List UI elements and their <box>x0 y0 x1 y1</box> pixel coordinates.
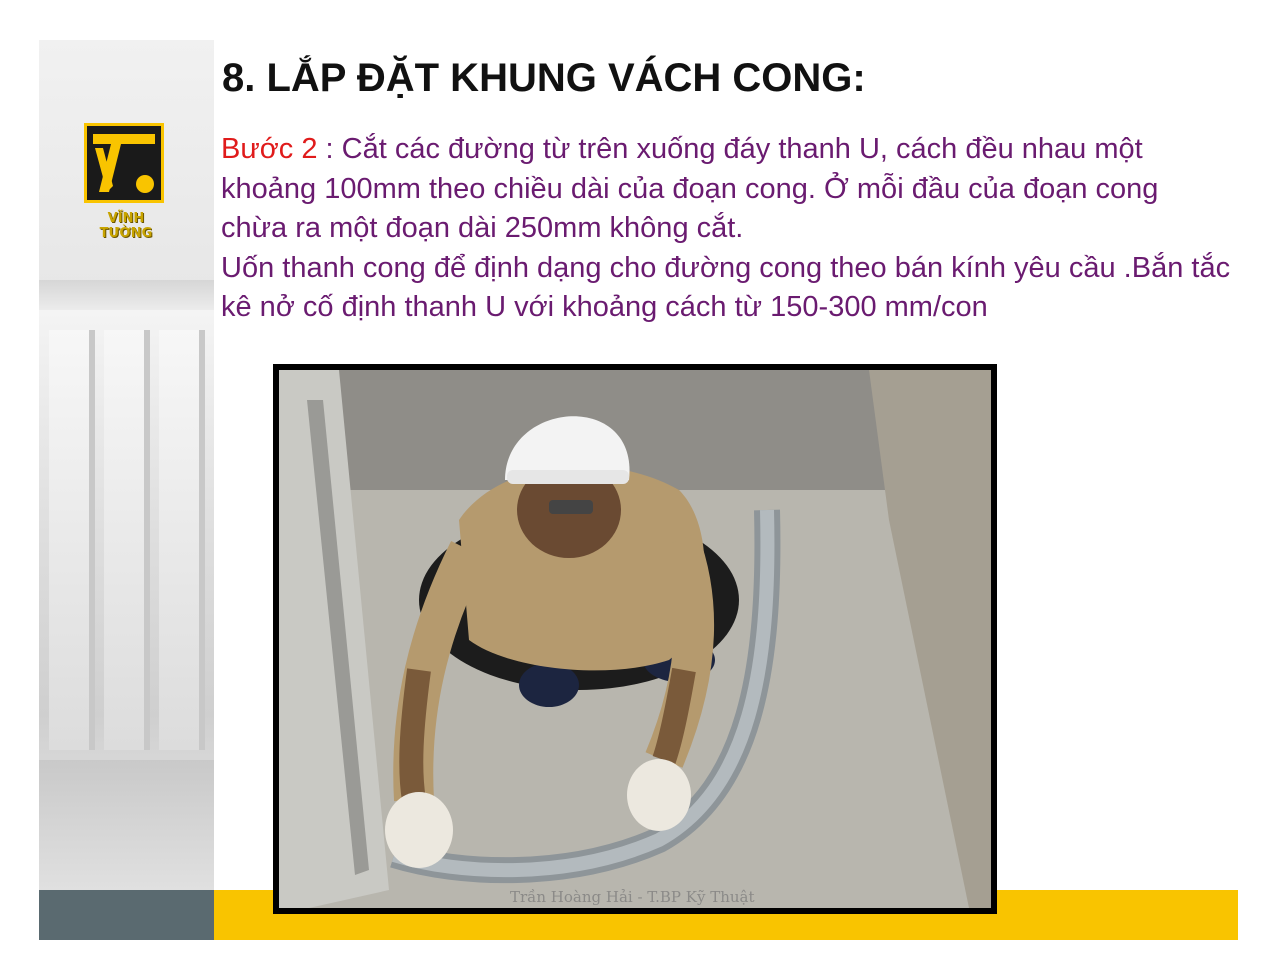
company-logo <box>84 123 168 241</box>
bending-instruction: Uốn thanh cong để định dạng cho đường cong theo bán kính yêu cầu .Bắn tắc kê nở cố định thanh U với khoảng cách từ 150-300 mm/con <box>221 251 1231 323</box>
step-label: Bước 2 <box>221 133 318 165</box>
page-title: 8. LẮP ĐẶT KHUNG VÁCH CONG: <box>222 56 866 100</box>
ceiling-shape <box>39 280 214 310</box>
logo-brand-text: VĨNH TƯỜNG <box>99 211 153 241</box>
instruction-text <box>221 130 1231 328</box>
footer-grey-bar <box>39 890 214 940</box>
window-shape <box>49 330 95 750</box>
logo-mark <box>84 123 164 203</box>
step-description: : Cắt các đường từ trên xuống đáy thanh U, cách đều nhau một khoảng 100mm theo chiều dài của đoạn cong. Ở mỗi đầu của đoạn cong chừa ra một đoạn dài 250mm không cắt. <box>221 133 1159 244</box>
photo-watermark: Trần Hoàng Hải - T.BP Kỹ Thuật <box>510 888 755 906</box>
installation-photo <box>273 364 997 914</box>
floor-shape <box>39 760 214 890</box>
window-shape <box>159 330 205 750</box>
worker-bending-track-illustration <box>279 370 991 908</box>
window-shape <box>104 330 150 750</box>
